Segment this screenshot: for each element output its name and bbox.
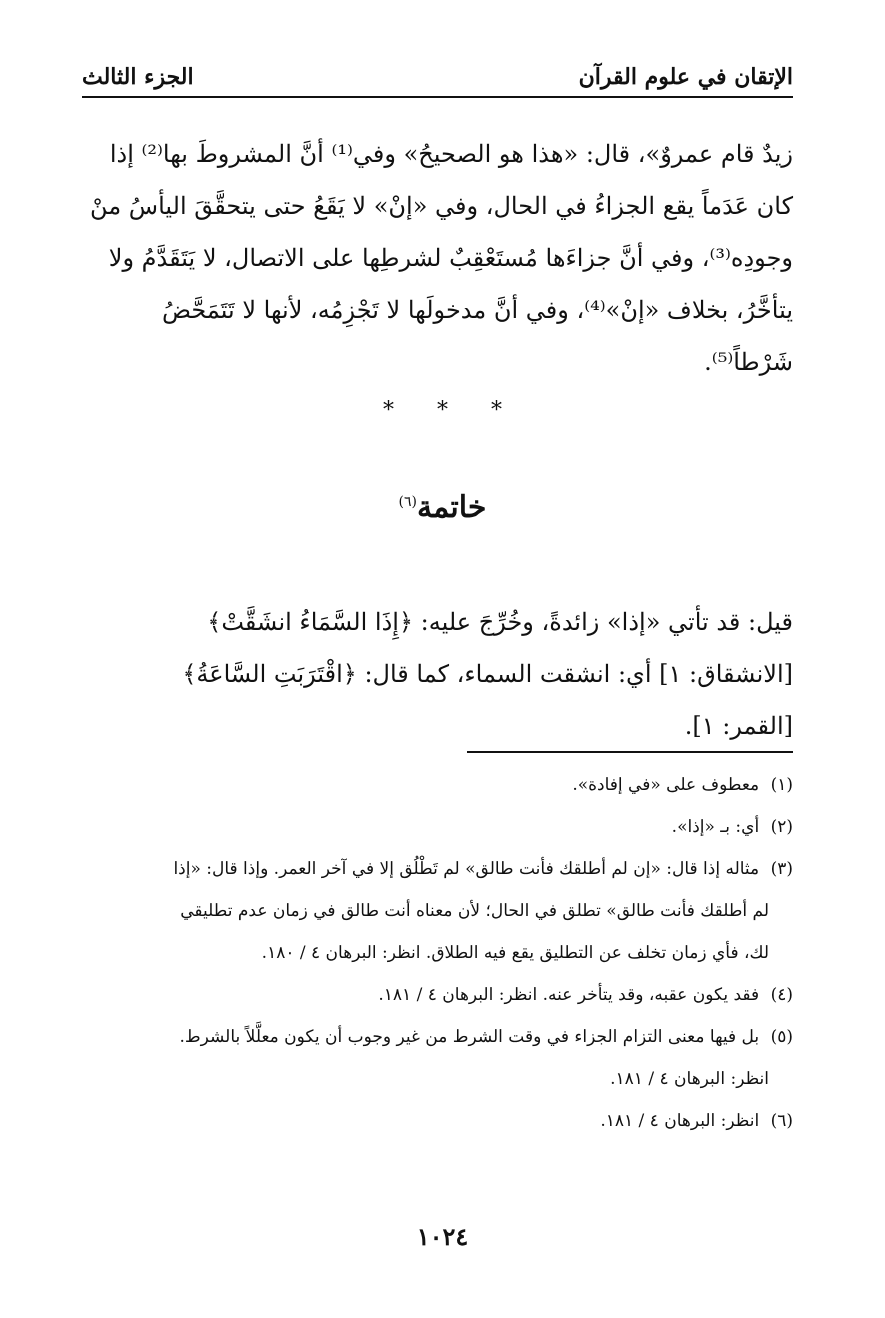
footnote-number: (٥) xyxy=(770,1027,793,1047)
footnote-continuation: انظر: البرهان ٤ / ١٨١. xyxy=(610,1069,769,1089)
section-text xyxy=(82,596,793,752)
footnote-continuation: لك، فأي زمان تخلف عن التطليق يقع فيه الطلاق. انظر: البرهان ٤ / ١٨٠. xyxy=(261,943,769,963)
footnote-number: (٢) xyxy=(770,817,793,837)
footnote-text: فقد يكون عقبه، وقد يتأخر عنه. انظر: البرهان ٤ / ١٨١. xyxy=(378,985,760,1005)
separator-star: * xyxy=(491,398,502,423)
footnote xyxy=(82,848,793,974)
footnote xyxy=(82,974,793,1016)
footnote-number: (٤) xyxy=(770,985,793,1005)
text-line: قيل: قد تأتي «إذا» زائدةً، وخُرِّجَ عليه: ﴿إِذَا السَّمَاءُ انشَقَّتْ﴾ xyxy=(207,608,793,636)
footnote-ref: (٦) xyxy=(398,494,417,510)
footnote xyxy=(82,806,793,848)
volume-label: الجزء الثالث xyxy=(82,64,194,90)
footnote-number: (١) xyxy=(770,775,793,795)
text-line: زيدٌ قام عمروٌ»، قال: «هذا هو الصحيحُ» وفي⁽¹⁾ أنَّ المشروطَ بها⁽²⁾ إذا xyxy=(109,140,793,168)
text-line: يتأخَّرُ، بخلاف «إنْ»⁽⁴⁾، وفي أنَّ مدخولَها لا تَجْزِمُه، لأنها لا تَتَمَحَّضُ xyxy=(162,296,793,324)
section-heading xyxy=(0,490,885,525)
footnote-text: بل فيها معنى التزام الجزاء في وقت الشرط من غير وجوب أن يكون معلَّلاً بالشرط. xyxy=(179,1027,760,1047)
footnote-text: انظر: البرهان ٤ / ١٨١. xyxy=(600,1111,760,1131)
running-header xyxy=(82,58,793,98)
separator-star: * xyxy=(437,398,448,423)
footnote-text: معطوف على «في إفادة». xyxy=(572,775,760,795)
footnote-number: (٦) xyxy=(770,1111,793,1131)
footnote xyxy=(82,1100,793,1142)
footnotes xyxy=(82,764,793,1142)
section-separator xyxy=(0,398,885,423)
separator-star: * xyxy=(383,398,394,423)
book-title: الإتقان في علوم القرآن xyxy=(578,64,793,90)
main-text xyxy=(82,128,793,388)
page-number: ١٠٢٤ xyxy=(416,1222,469,1251)
footnote-text: مثاله إذا قال: «إن لم أطلقك فأنت طالق» لم تَطْلُق إلا في آخر العمر. وإذا قال: «إذا xyxy=(173,859,760,879)
text-line: [الانشقاق: ١] أي: انشقت السماء، كما قال: ﴿اقْتَرَبَتِ السَّاعَةُ﴾ xyxy=(182,660,793,688)
footnote-text: أي: بـ «إذا». xyxy=(671,817,760,837)
footnote-divider xyxy=(467,751,793,753)
text-line: كان عَدَماً يقع الجزاءُ في الحال، وفي «إنْ» لا يَقَعُ حتى يتحقَّقَ اليأسُ منْ xyxy=(90,192,793,220)
section-title: خاتمة xyxy=(417,490,487,525)
text-line: وجودِه⁽³⁾، وفي أنَّ جزاءَها مُستَعْقِبٌ لشرطِها على الاتصال، لا يَتَقَدَّمُ ولا xyxy=(108,244,793,272)
text-line: شَرْطاً⁽⁵⁾. xyxy=(704,348,793,376)
footnote-number: (٣) xyxy=(770,859,793,879)
footnote xyxy=(82,1016,793,1100)
footnote xyxy=(82,764,793,806)
text-line: [القمر: ١]. xyxy=(684,712,793,740)
footnote-continuation: لم أطلقك فأنت طالق» تطلق في الحال؛ لأن معناه أنت طالق في زمان عدم تطليقي xyxy=(180,901,769,921)
